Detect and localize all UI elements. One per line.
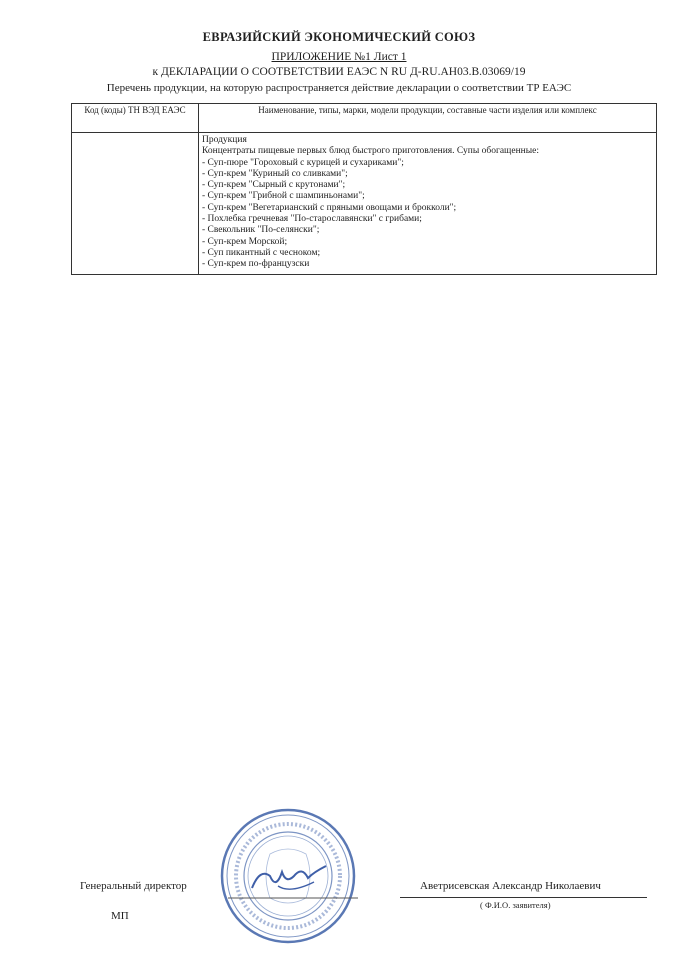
product-list-title: Перечень продукции, на которую распространяется действие декларации о соответствии ТР ЕАЭС: [106, 82, 572, 94]
declaration-number: к ДЕКЛАРАЦИИ О СООТВЕТСТВИИ ЕАЭС N RU Д-RU.АН03.В.03069/19: [152, 66, 526, 78]
list-item: - Похлебка гречневая "По-старославянски" с грибами;: [202, 214, 422, 225]
official-stamp-icon: [218, 806, 358, 946]
list-item: Концентраты пищевые первых блюд быстрого приготовления. Супы обогащенные:: [202, 146, 539, 157]
list-item: - Суп пикантный с чесноком;: [202, 247, 321, 258]
product-table: [71, 103, 657, 275]
appendix-title: ПРИЛОЖЕНИЕ №1 Лист 1: [271, 51, 407, 63]
signatory-role: Генеральный директор: [80, 880, 187, 892]
header-product-name: Наименование, типы, марки, модели продукции, составные части изделия или комплекс: [199, 104, 657, 133]
header-hs-code: Код (коды) ТН ВЭД ЕАЭС: [72, 104, 199, 133]
list-item: - Свекольник "По-селянски";: [202, 225, 320, 236]
table-header-row: [72, 104, 657, 133]
list-item: Продукция: [202, 135, 247, 145]
table-row: [72, 133, 657, 275]
list-item: - Суп-пюре "Гороховый с курицей и сухариками";: [202, 157, 404, 168]
list-item: - Суп-крем "Грибной с шампиньонами";: [202, 191, 365, 202]
stamp-place-label: МП: [111, 910, 129, 922]
list-item: - Суп-крем "Вегетарианский с пряными овощами и брокколи";: [202, 202, 457, 213]
product-description-cell: [199, 133, 657, 275]
union-title: ЕВРАЗИЙСКИЙ ЭКОНОМИЧЕСКИЙ СОЮЗ: [202, 30, 476, 44]
list-item: - Суп-крем Морской;: [202, 236, 288, 247]
list-item: - Суп-крем "Сырный с крутонами";: [202, 180, 346, 191]
list-item: - Суп-крем "Куриный со сливками";: [202, 168, 348, 179]
signature-line: [400, 897, 647, 898]
hs-code-cell: [72, 133, 199, 275]
signatory-name: Аветрисевская Александр Николаевич: [420, 880, 601, 892]
fio-caption: ( Ф.И.О. заявителя): [480, 900, 551, 910]
list-item: - Суп-крем по-французски: [202, 259, 310, 270]
